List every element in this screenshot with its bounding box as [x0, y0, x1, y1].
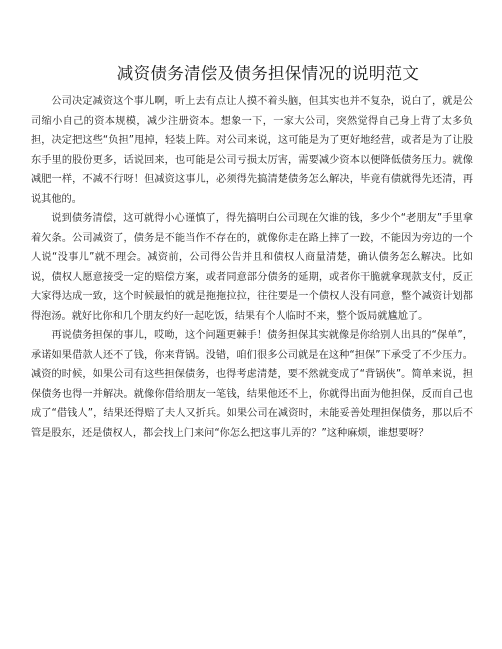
document-body [31, 92, 473, 443]
paragraph-debt-guarantee: 再说债务担保的事儿，哎呦，这个问题更棘手！债务担保其实就像是你给别人出具的“保单”，承诺如果借款人还不了钱，你来背锅。没错，咱们很多公司就是在这种“担保”下承受了不少压力。减资的时候，如果公司有这些担保债务，也得考虑清楚，要不然就变成了“背锅侠”。简单来说，担保债务也得一并解决。就像你借给朋友一笔钱，结果他还不上，你就得出面为他担保，反而自己也成了“借钱人”，结果还得赔了夫人又折兵。如果公司在减资时，未能妥善处理担保债务，那以后不管是股东，还是债权人，都会找上门来问“你怎么把这事儿弄的？”这种麻烦，谁想要呀？ [31, 330, 473, 439]
paragraph-reduction-intro: 公司决定减资这个事儿啊，听上去有点让人摸不着头脑，但其实也并不复杂，说白了，就是公司缩小自己的资本规模，减少注册资本。想象一下，一家大公司，突然觉得自己身上背了太多负担，决定把这些“负担”甩掉，轻装上阵。对公司来说，这可能是为了更好地经营，或者是为了让股东手里的股份更多，话说回来，也可能是公司亏损太厉害，需要减少资本以便降低债务压力。就像减肥一样，不减不行呀！但减资这事儿，必须得先搞清楚债务怎么解决，毕竟有债就得先还清，再说其他的。 [31, 96, 473, 205]
paragraph-debt-repayment: 说到债务清偿，这可就得小心谨慎了，得先搞明白公司现在欠谁的钱，多少个“老朋友”手里拿着欠条。公司减资了，债务是不能当作不存在的，就像你走在路上摔了一跤，不能因为旁边的一个人说“没事儿”就不理会。减资前，公司得公告并且和债权人商量清楚，确认债务怎么解决。比如说，债权人愿意接受一定的赔偿方案，或者同意部分债务的延期，或者你干脆就拿现款支付，反正大家得达成一致，这个时候最怕的就是拖拖拉拉，往往要是一个债权人没有同意，整个减资计划都得泡汤。就好比你和几个朋友约好一起吃饭，结果有个人临时不来，整个饭局就尴尬了。 [31, 213, 473, 322]
document-title: 减资债务清偿及债务担保情况的说明范文 [116, 64, 420, 83]
